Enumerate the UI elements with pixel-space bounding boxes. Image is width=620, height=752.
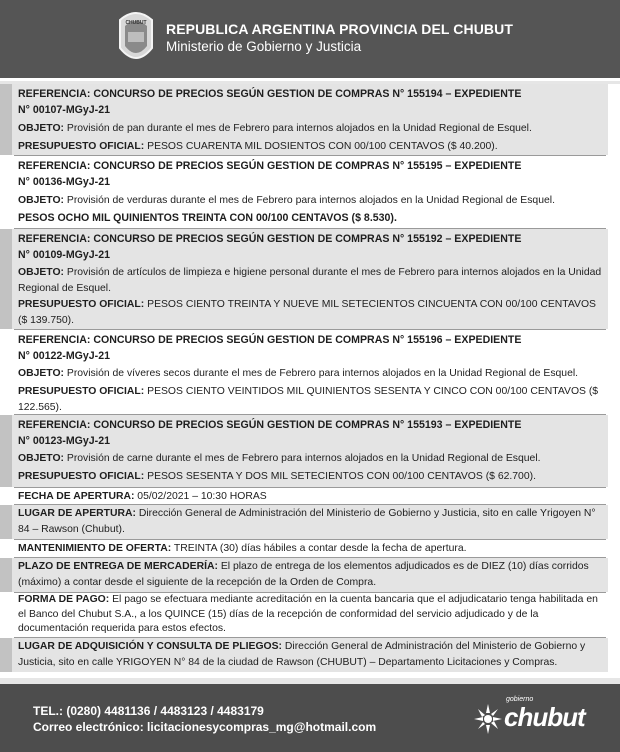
- item-reference: REFERENCIA: CONCURSO DE PRECIOS SEGÚN GESTION DE COMPRAS N° 155195 – EXPEDIENTE N° 00136-MGyJ-21: [18, 160, 522, 188]
- header-divider: [0, 78, 620, 81]
- offer-maintenance: MANTENIMIENTO DE OFERTA: TREINTA (30) días hábiles a contar desde la fecha de apertura.: [18, 543, 467, 554]
- item-budget: PRESUPUESTO OFICIAL: PESOS CIENTO VEINTIDOS MIL QUINIENTOS SESENTA Y CINCO CON 00/100 CENTAVOS ($ 122.565).: [18, 386, 599, 413]
- item-155193: [12, 415, 608, 487]
- coat-of-arms-icon: [114, 8, 158, 66]
- item-object: OBJETO: Provisión de carne durante el mes de Febrero para internos alojados en la Unidad Regional de Esquel.: [18, 453, 541, 464]
- item-object: OBJETO: Provisión de víveres secos durante el mes de Febrero para internos alojados en la Unidad Regional de Esquel.: [18, 368, 579, 379]
- footer-banner: [0, 684, 620, 752]
- footer-phone: TEL.: (0280) 4481136 / 4483123 / 4483179: [33, 704, 264, 718]
- item-155192: [12, 229, 608, 329]
- item-budget: PRESUPUESTO OFICIAL: PESOS CUARENTA MIL DOSIENTOS CON 00/100 CENTAVOS ($ 40.200).: [18, 141, 498, 152]
- crest-label: CHUBUT: [125, 20, 147, 26]
- header-banner: [0, 0, 620, 78]
- item-155194: [12, 84, 608, 155]
- item-budget: PRESUPUESTO OFICIAL: PESOS SESENTA Y DOS MIL SETECIENTOS CON 00/100 CENTAVOS ($ 62.700).: [18, 471, 536, 482]
- item-reference: REFERENCIA: CONCURSO DE PRECIOS SEGÚN GESTION DE COMPRAS N° 155192 – EXPEDIENTE N° 00109-MGyJ-21: [18, 233, 522, 261]
- item-object: OBJETO: Provisión de artículos de limpieza e higiene personal durante el mes de Febrero para internos alojados en la Unidad Regional de Esquel.: [18, 267, 602, 294]
- item-object: OBJETO: Provisión de verduras durante el mes de Febrero para internos alojados en la Unidad Regional de Esquel.: [18, 195, 555, 206]
- footer-email: Correo electrónico: licitacionesycompras_mg@hotmail.com: [33, 720, 377, 734]
- item-155196: [12, 330, 608, 414]
- chubut-logo: [470, 696, 588, 738]
- notice-body: [0, 84, 620, 678]
- header-title: REPUBLICA ARGENTINA PROVINCIA DEL CHUBUT: [166, 21, 514, 37]
- delivery-term: PLAZO DE ENTREGA DE MERCADERÍA: El plazo de entrega de los elementos adjudicados es de DIEZ (10) días corridos (máximo) a contar desde el siguiente de la recepción de la Orden de Compra.: [12, 558, 608, 592]
- opening-date: FECHA DE APERTURA: 05/02/2021 – 10:30 HORAS: [18, 491, 267, 502]
- item-reference: REFERENCIA: CONCURSO DE PRECIOS SEGÚN GESTION DE COMPRAS N° 155196 – EXPEDIENTE N° 00122-MGyJ-21: [18, 334, 522, 362]
- bidding-docs-place: LUGAR DE ADQUISICIÓN Y CONSULTA DE PLIEGOS: Dirección General de Administración del Ministerio de Gobierno y Justicia, sito en calle YRIGOYEN N° 84 de la ciudad de Rawson (CHUBUT) – Departamento Licitaciones y Compras.: [12, 638, 608, 672]
- sun-swirl-icon: [472, 702, 504, 736]
- item-reference: REFERENCIA: CONCURSO DE PRECIOS SEGÚN GESTION DE COMPRAS N° 155193 – EXPEDIENTE N° 00123-MGyJ-21: [18, 419, 522, 447]
- logo-wordmark: chubut: [504, 702, 585, 732]
- header-subtitle: Ministerio de Gobierno y Justicia: [166, 39, 362, 54]
- item-155195: [12, 156, 608, 228]
- item-budget: PESOS OCHO MIL QUINIENTOS TREINTA CON 00/100 CENTAVOS ($ 8.530).: [18, 212, 397, 224]
- logo-small-text: gobierno: [506, 696, 534, 703]
- item-budget: PRESUPUESTO OFICIAL: PESOS CIENTO TREINTA Y NUEVE MIL SETECIENTOS CINCUENTA CON 00/100 CENTAVOS ($ 139.750).: [18, 299, 596, 326]
- payment-method: FORMA DE PAGO: El pago se efectuara mediante acreditación en la cuenta bancaria que el adjudicatario tenga habilitada en el Banco del Chubut S.A., a los QUINCE (15) días de la recepción de conformidad del servicio adjudicado y de la documentación requerida para estos efectos.: [18, 594, 598, 635]
- item-reference: REFERENCIA: CONCURSO DE PRECIOS SEGÚN GESTION DE COMPRAS N° 155194 – EXPEDIENTE N° 00107-MGyJ-21: [18, 88, 522, 116]
- item-object: OBJETO: Provisión de pan durante el mes de Febrero para internos alojados en la Unidad Regional de Esquel.: [18, 123, 532, 134]
- opening-place: LUGAR DE APERTURA: Dirección General de Administración del Ministerio de Gobierno y Justicia, sito en calle Yrigoyen N° 84 – Rawson (Chubut).: [12, 505, 608, 539]
